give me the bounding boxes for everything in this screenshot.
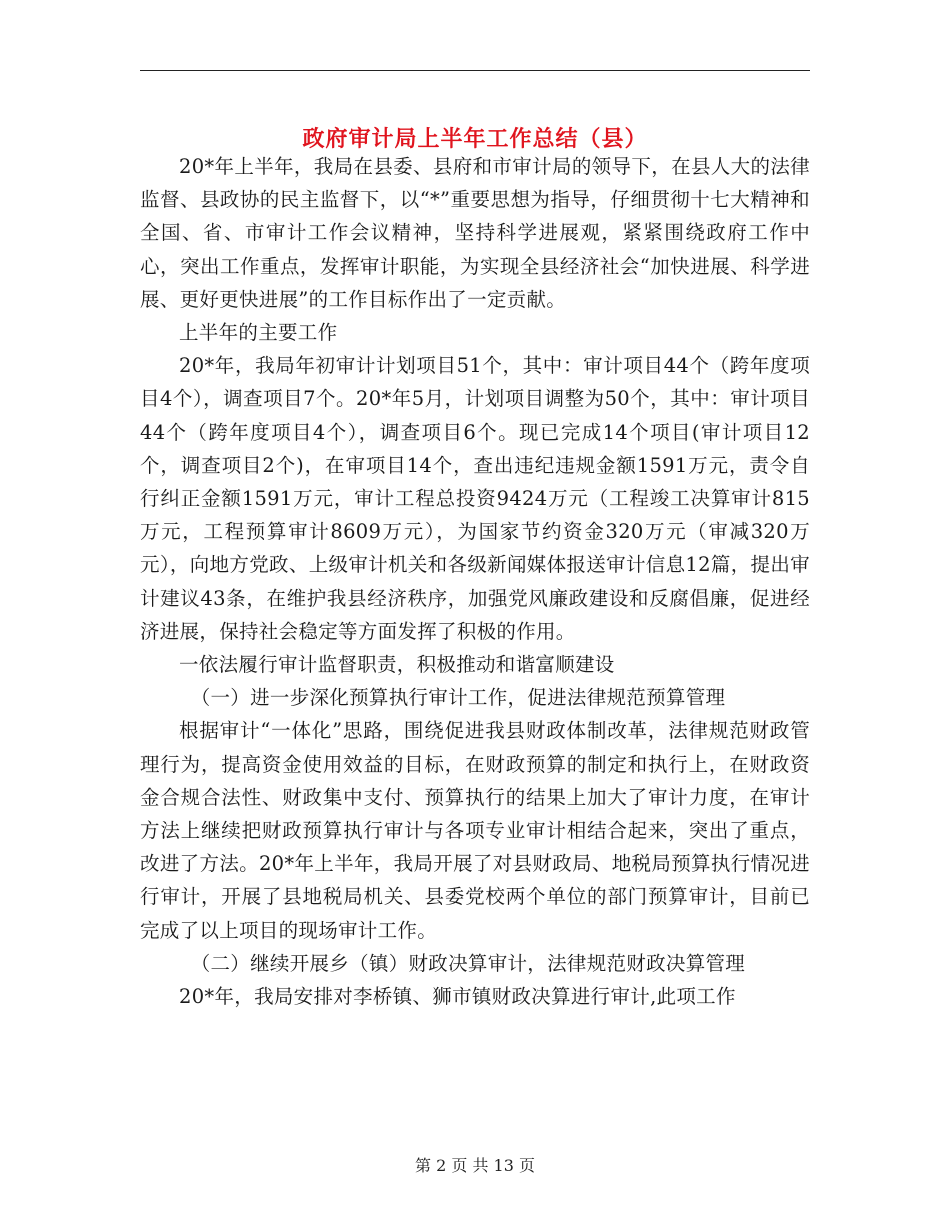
summary-paragraph: 20*年，我局年初审计计划项目51个，其中：审计项目44个（跨年度项目4个），调查项目7个。20*年5月，计划项目调整为50个，其中：审计项目44个（跨年度项目4个），调查项目6个。现已完成14个项目(审计项目12个，调查项目2个)，在审项目14个，查出违纪违规金额1591万元，责令自行纠正金额1591万元，审计工程总投资9424万元（工程竣工决算审计815万元，工程预算审计8609万元），为国家节约资金320万元（审减320万元），向地方党政、上级审计机关和各级新闻媒体报送审计信息12篇，提出审计建议43条，在维护我县经济秩序，加强党风廉政建设和反腐倡廉，促进经济进展，保持社会稳定等方面发挥了积极的作用。 — [140, 354, 810, 643]
document-title: 政府审计局上半年工作总结（县） — [302, 125, 648, 152]
document-body — [140, 150, 810, 1013]
section-heading: 上半年的主要工作 — [179, 321, 338, 345]
subsection-heading: （二）继续开展乡（镇）财政决算审计，法律规范财政决算管理 — [190, 951, 746, 975]
budget-audit-paragraph: 根据审计“一体化”思路，围绕促进我县财政体制改革，法律规范财政管理行为，提高资金使用效益的目标，在财政预算的制定和执行上，在财政资金合规合法性、财政集中支付、预算执行的结果上加大了审计力度，在审计方法上继续把财政预算执行审计与各项专业审计相结合起来，突出了重点，改进了方法。20*年上半年，我局开展了对县财政局、地税局预算执行情况进行审计，开展了县地税局机关、县委党校两个单位的部门预算审计，目前已完成了以上项目的现场审计工作。 — [140, 719, 810, 942]
page-number: 第 2 页 共 13 页 — [415, 1156, 535, 1175]
section-heading: 一依法履行审计监督职责，积极推动和谐富顺建设 — [179, 653, 615, 677]
subsection-heading: （一）进一步深化预算执行审计工作，促进法律规范预算管理 — [190, 686, 726, 710]
header-rule — [140, 70, 810, 71]
township-audit-paragraph: 20*年，我局安排对李桥镇、狮市镇财政决算进行审计,此项工作 — [179, 985, 736, 1009]
intro-paragraph: 20*年上半年，我局在县委、县府和市审计局的领导下，在县人大的法律监督、县政协的民主监督下，以“*”重要思想为指导，仔细贯彻十七大精神和全国、省、市审计工作会议精神，坚持科学进展观，紧紧围绕政府工作中心，突出工作重点，发挥审计职能，为实现全县经济社会“加快进展、科学进展、更好更快进展”的工作目标作出了一定贡献。 — [140, 155, 810, 311]
